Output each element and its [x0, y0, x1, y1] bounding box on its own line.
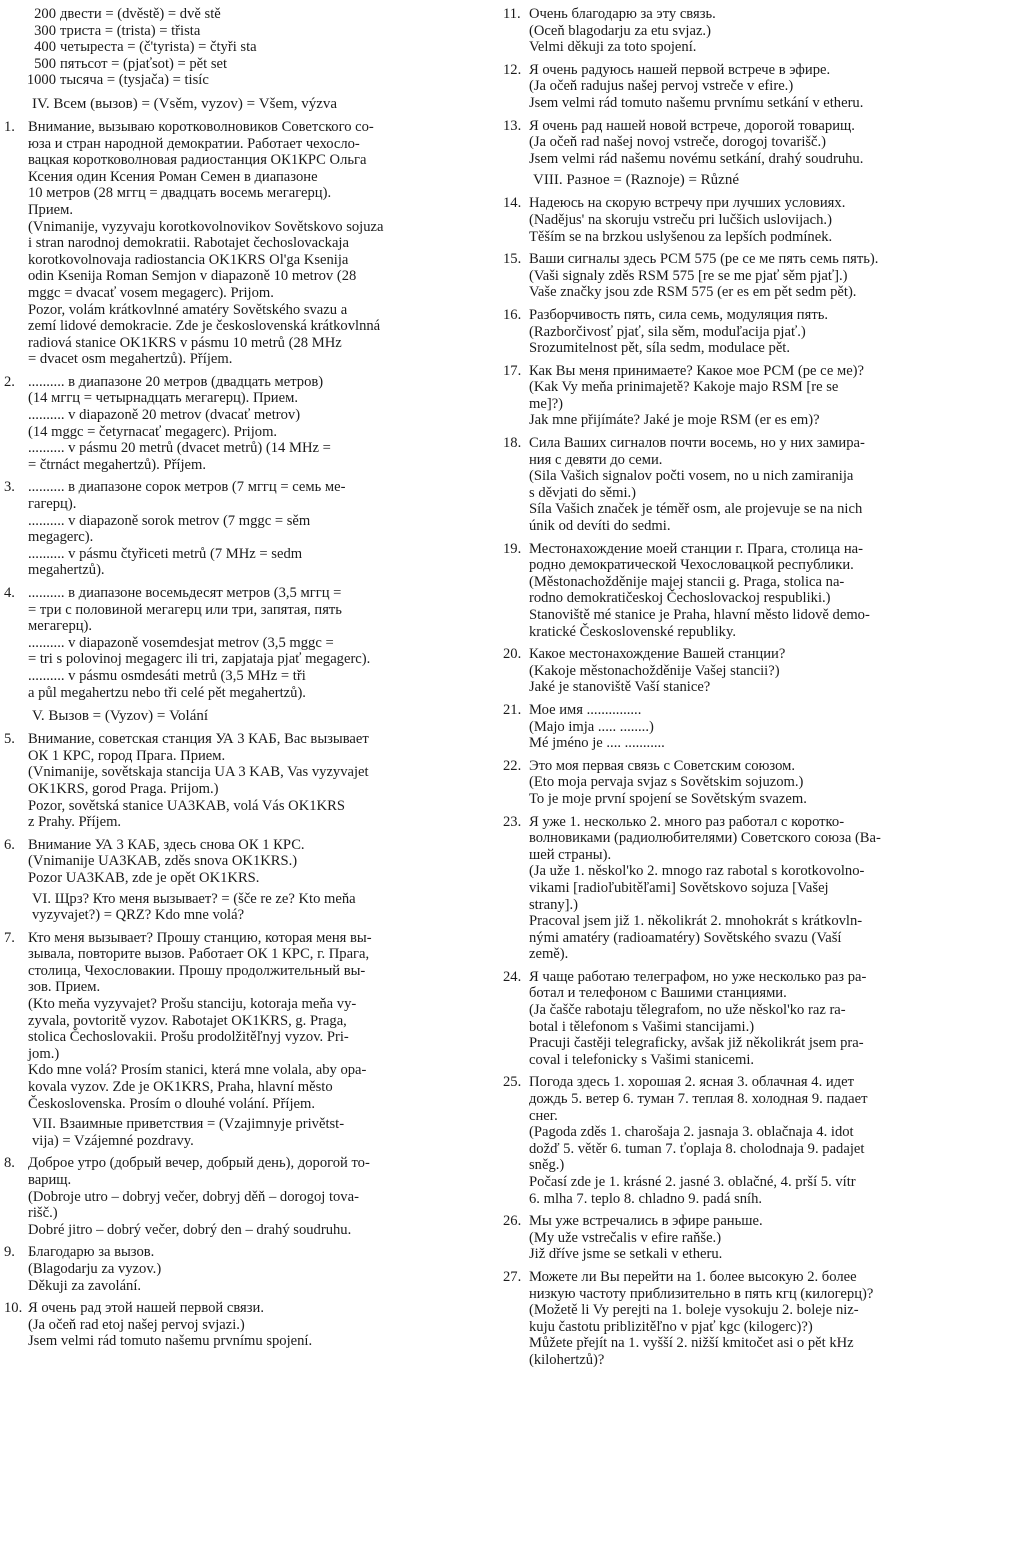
text-line: z Prahy. Příjem.	[28, 814, 122, 831]
text-line: Můžete přejít na 1. vyšší 2. nižší kmitočet asi o pět kHz	[529, 1335, 854, 1352]
text-line: (Ja očeň rad etoj našej pervoj svjazi.)	[28, 1316, 245, 1333]
text-line: Vaše značky jsou zde RSM 575 (er es em pět sedm pět).	[529, 284, 857, 301]
item-body	[529, 646, 1005, 696]
number-row	[4, 56, 492, 73]
item-number: 2.	[4, 373, 15, 390]
item-number: 7.	[4, 929, 15, 946]
item-number: 25.	[503, 1074, 522, 1091]
list-item	[503, 62, 1005, 112]
text-line: kuju častotu priblizitěľno v pjať kgc (kilogerc)?)	[529, 1318, 813, 1335]
text-line: Какое местонахождение Вашей станции?	[529, 646, 786, 663]
item-body	[529, 1213, 1005, 1263]
text-line: Я очень радуюсь нашей первой встрече в эфире.	[529, 61, 831, 78]
item-number: 8.	[4, 1155, 15, 1172]
text-line: низкую частоту приблизительно в пять кгц (килогерц)?	[529, 1285, 874, 1302]
number-row	[4, 39, 492, 56]
text-line: Очень благодарю за эту связь.	[529, 6, 716, 22]
item-number: 26.	[503, 1213, 522, 1230]
text-line: Pracuji častěji telegraficky, avšak již několikrát jsem pra-	[529, 1035, 864, 1052]
text-line: варищ.	[28, 1172, 72, 1188]
text-line: ния с девяти до семи.	[529, 451, 663, 468]
heading-line: vija) = Vzájemné pozdravy.	[32, 1132, 194, 1149]
text-line: .......... v diapazoně vosemdesjat metrov (3,5 mggc =	[28, 634, 334, 651]
number-value: 500	[34, 55, 56, 72]
list-item	[4, 479, 492, 579]
item-body	[529, 1269, 1005, 1369]
item-number: 6.	[4, 836, 15, 853]
section-heading	[4, 891, 492, 924]
text-line: Разборчивость пять, сила семь, модуляция пять.	[529, 306, 829, 323]
text-line: (Eto moja pervaja svjaz s Sovětskim sojuzom.)	[529, 774, 804, 791]
text-line: (Oceň blagodarju za etu svjaz.)	[529, 22, 711, 39]
text-line: zemí lidové demokracie. Zde je československá krátkovlnná	[28, 318, 381, 335]
text-line: волновиками (радиолюбителями) Советского союза (Ва-	[529, 830, 881, 847]
text-line: mggc = dvacať vosem megagerc). Prijom.	[28, 284, 274, 301]
text-line: юза и стран народной демократии. Работает чехосло-	[28, 135, 360, 152]
heading-line: VI. Щрз? Кто меня вызывает? = (šče re ze? Kto meňa	[32, 890, 356, 907]
text-line: radiová stanice OK1KRS v pásmu 10 metrů (28 MHz	[28, 334, 342, 351]
text-line: Сила Ваших сигналов почти восемь, но у них замира-	[529, 435, 865, 452]
text-line: Доброе утро (добрый вечер, добрый день), дорогой то-	[28, 1155, 370, 1172]
text-line: Погода здесь 1. хорошая 2. ясная 3. облачная 4. идет	[529, 1074, 854, 1091]
text-line: зов. Прием.	[28, 979, 101, 996]
item-number: 14.	[503, 195, 522, 212]
text-line: Внимание, вызываю коротковолновиков Советского со-	[28, 118, 374, 135]
text-line: zyvala, povtoritě vyzov. Rabotajet OK1KRS, g. Praga,	[28, 1012, 347, 1029]
list-item	[503, 646, 1005, 696]
text-line: = čtrnáct megahertzů). Příjem.	[28, 456, 207, 473]
text-line: Я уже 1. несколько 2. много раз работал с коротко-	[529, 813, 845, 830]
text-line: = три с половиной мегагерц или три, запятая, пять	[28, 601, 342, 618]
text-line: Síla Vašich značek je téměř osm, ale projevuje se na nich	[529, 501, 863, 518]
item-body	[28, 479, 492, 579]
item-body	[529, 307, 1005, 357]
text-line: (Majo imja ..... ........)	[529, 718, 654, 735]
list-item	[503, 195, 1005, 245]
list-item	[503, 1074, 1005, 1207]
text-line: (Možetě li Vy perejti na 1. boleje vysokuju 2. boleje niz-	[529, 1302, 859, 1319]
text-line: .......... v pásmu osmdesáti metrů (3,5 MHz = tři	[28, 667, 306, 684]
text-line: Mé jméno je .... ...........	[529, 735, 665, 752]
list-item	[503, 1213, 1005, 1263]
text-line: Československa. Prosím o dlouhé volání. Příjem.	[28, 1095, 315, 1112]
text-line: coval i telefonicky s Vašimi stanicemi.	[529, 1051, 755, 1068]
text-line: мегагерц).	[28, 618, 93, 635]
text-line: Pozor, sovětská stanice UA3KAB, volá Vás OK1KRS	[28, 797, 345, 814]
text-line: (Kakoje městonachožděnije Vašej stancii?)	[529, 662, 780, 679]
list-item	[503, 363, 1005, 429]
list-item	[4, 1244, 492, 1294]
text-line: (Blagodarju za vyzov.)	[28, 1260, 162, 1277]
item-number: 24.	[503, 968, 522, 985]
text-line: (Dobroje utro – dobryj večer, dobryj děň – dorogoj tova-	[28, 1188, 359, 1205]
number-row	[4, 23, 492, 40]
text-line: megahertzů).	[28, 562, 105, 579]
text-line: nými amatéry (radioamatéry) Sovětského svazu (Vaší	[529, 929, 842, 946]
item-number: 3.	[4, 479, 15, 496]
list-item	[4, 374, 492, 474]
text-line: Již dříve jsme se setkali v etheru.	[529, 1246, 723, 1263]
text-line: Надеюсь на скорую встречу при лучших условиях.	[529, 195, 846, 212]
text-line: .......... v pásmu 20 metrů (dvacet metrů) (14 MHz =	[28, 440, 331, 457]
item-body	[28, 930, 492, 1113]
list-item	[503, 6, 1005, 56]
item-number: 21.	[503, 701, 522, 718]
text-line: Благодарю за вызов.	[28, 1244, 155, 1261]
list-item	[503, 969, 1005, 1069]
text-line: вацкая коротковолновая радиостанция ОК1КРС Ольга	[28, 152, 367, 169]
text-line: Jsem velmi rád našemu novému setkání, drahý soudruhu.	[529, 150, 864, 167]
item-body	[529, 1074, 1005, 1207]
item-body	[28, 1155, 492, 1238]
text-line: столица, Чехословакии. Прошу продолжительный вы-	[28, 962, 366, 979]
item-body	[529, 251, 1005, 301]
text-line: kratické Československé republiky.	[529, 623, 736, 640]
left-column	[4, 6, 492, 1356]
text-line: Я очень рад нашей новой встрече, дорогой товарищ.	[529, 117, 855, 134]
number-text: двести = (dvěstě) = dvě stě	[60, 6, 221, 22]
list-item	[4, 837, 492, 887]
list-item	[503, 1269, 1005, 1369]
list-item	[4, 930, 492, 1113]
text-line: (kilohertzů)?	[529, 1351, 605, 1368]
list-item	[503, 541, 1005, 641]
number-text: триста = (trista) = třista	[60, 22, 201, 39]
text-line: .......... v pásmu čtyřiceti metrů (7 MHz = sedm	[28, 545, 303, 562]
item-number: 18.	[503, 435, 522, 452]
text-line: Местонахождение моей станции г. Прага, столица на-	[529, 540, 863, 557]
item-body	[28, 119, 492, 368]
text-line: ботал и телефоном с Вашими станциями.	[529, 985, 787, 1002]
text-line: (Razborčivosť pjať, sila sěm, moduľacija pjať.)	[529, 323, 806, 340]
item-body	[529, 363, 1005, 429]
text-line: Stanoviště mé stanice je Praha, hlavní město lidově demo-	[529, 607, 870, 623]
section-heading: V. Вызов = (Vyzov) = Volání	[32, 708, 209, 725]
item-number: 23.	[503, 813, 522, 830]
text-line: .......... v diapazoně sorok metrov (7 mggc = sěm	[28, 512, 311, 529]
text-line: Внимание УА 3 КАБ, здесь снова ОК 1 КРС.	[28, 836, 305, 853]
text-line: Jak mne přijímáte? Jaké je moje RSM (er es em)?	[529, 412, 820, 429]
list-item	[4, 119, 492, 368]
text-line: зывала, повторите вызов. Работает ОК 1 КРС, г. Прага,	[28, 946, 370, 963]
item-body	[28, 1244, 492, 1294]
item-number: 13.	[503, 117, 522, 134]
list-item	[503, 251, 1005, 301]
text-line: (Kto meňa vyzyvajet? Prošu stanciju, kotoraja meňa vy-	[28, 996, 357, 1013]
item-number: 9.	[4, 1244, 15, 1261]
item-body	[529, 702, 1005, 752]
list-item	[503, 814, 1005, 963]
text-line: 10 метров (28 мггц = двадцать восемь мегагерц).	[28, 185, 332, 202]
text-line: s děvjati do sěmi.)	[529, 484, 637, 501]
text-line: (My uže vstrečalis v efire raňše.)	[529, 1229, 722, 1246]
text-line: Мое имя ...............	[529, 701, 642, 718]
number-text: четыреста = (č'tyrista) = čtyři sta	[60, 39, 257, 56]
text-line: únik od devíti do sedmi.	[529, 518, 671, 535]
text-line: (14 mggc = četyrnacať megagerc). Prijom.	[28, 423, 278, 440]
list-item	[503, 118, 1005, 168]
text-line: ОК 1 КРС, город Прага. Прием.	[28, 747, 226, 764]
text-line: (Ja očeň radujus našej pervoj vstreče v efire.)	[529, 78, 794, 95]
item-number: 20.	[503, 646, 522, 663]
text-line: (Městonachožděnije majej stancii g. Praga, stolica na-	[529, 573, 845, 590]
text-line: Можете ли Вы перейти на 1. более высокую 2. более	[529, 1268, 857, 1285]
number-row	[4, 6, 492, 23]
item-body	[28, 837, 492, 887]
item-body	[28, 1300, 492, 1350]
text-line: .......... в диапазоне сорок метров (7 мггц = семь ме-	[28, 479, 346, 496]
item-body	[529, 758, 1005, 808]
text-line: me]?)	[529, 395, 564, 412]
list-item	[503, 435, 1005, 535]
text-line: země).	[529, 946, 569, 963]
text-line: Внимание, советская станция УА 3 КАБ, Вас вызывает	[28, 731, 369, 748]
text-line: дождь 5. ветер 6. туман 7. теплая 8. холодная 9. падает	[529, 1091, 868, 1108]
text-line: = tri s polovinoj megagerc ili tri, zapjataja pjať megagerc).	[28, 651, 371, 668]
item-number: 15.	[503, 251, 522, 268]
text-line: (Vnimanije UA3KAB, zděs snova OK1KRS.)	[28, 853, 298, 870]
text-line: Těším se na brzkou uslyšenou za lepších podmínek.	[529, 228, 833, 245]
list-item	[503, 702, 1005, 752]
list-item	[4, 1155, 492, 1238]
text-line: a půl megahertzu nebo tři celé pět megahertzů).	[28, 684, 306, 701]
list-item	[4, 1300, 492, 1350]
text-line: Кто меня вызывает? Прошу станцию, которая меня вы-	[28, 929, 372, 946]
text-line: Jsem velmi rád tomuto našemu prvnímu spojení.	[28, 1333, 313, 1350]
number-text: тысяча = (tysjača) = tisíc	[60, 72, 209, 89]
text-line: (Ja očeň rad našej novoj vstreče, dorogoj tovarišč.)	[529, 134, 827, 151]
item-body	[529, 195, 1005, 245]
text-line: (14 мггц = четырнадцать мегагерц). Прием.	[28, 390, 298, 407]
text-line: odin Ksenija Roman Semjon v diapazoně 10 metrov (28	[28, 268, 357, 285]
section-heading: IV. Всем (вызов) = (Vsěm, vyzov) = Všem, výzva	[32, 95, 338, 112]
item-body	[28, 585, 492, 701]
text-line: (Ja čašče rabotaju tělegrafom, no uže něskol'ko raz ra-	[529, 1002, 846, 1019]
item-number: 1.	[4, 118, 15, 135]
text-line: kovala vyzov. Zde je OK1KRS, Praha, hlavní město	[28, 1079, 333, 1096]
text-line: (Vnimanije, vyzyvaju korotkovolnovikov Sovětskovo sojuza	[28, 218, 384, 235]
heading-line: vyzyvajet?) = QRZ? Kdo mne volá?	[32, 907, 245, 924]
list-item	[503, 758, 1005, 808]
heading-line: VII. Взаимные приветствия = (Vzajimnyje privětst-	[32, 1116, 345, 1133]
list-item	[4, 731, 492, 831]
text-line: Мы уже встречались в эфире раньше.	[529, 1213, 763, 1230]
number-value: 1000	[26, 72, 56, 89]
text-line: Это моя первая связь с Советским союзом.	[529, 757, 795, 774]
text-line: Jsem velmi rád tomuto našemu prvnímu setkání v etheru.	[529, 94, 864, 111]
right-column	[503, 6, 1005, 1375]
text-line: Прием.	[28, 201, 74, 218]
item-body	[529, 6, 1005, 56]
text-line: Ваши сигналы здесь РСМ 575 (ре се ме пять семь пять).	[529, 251, 879, 268]
text-line: .......... в диапазоне восемьдесят метров (3,5 мггц =	[28, 585, 342, 601]
list-item	[503, 307, 1005, 357]
number-value: 400	[34, 39, 56, 56]
text-line: vikami [radioľubitěľami] Sovětskovo sojuza [Vašej	[529, 879, 829, 896]
text-line: OK1KRS, gorod Praga. Prijom.)	[28, 780, 219, 797]
text-line: stolica Čechoslovakii. Prošu prodolžitěľnyj vyzov. Pri-	[28, 1029, 349, 1046]
item-number: 10.	[4, 1300, 23, 1317]
text-line: (Ja uže 1. něskol'ko 2. mnogo raz rabotal s korotkovolno-	[529, 863, 865, 880]
number-value: 300	[34, 22, 56, 39]
text-line: (Vaši signaly zděs RSM 575 [re se me pjať sěm pjať].)	[529, 267, 848, 284]
text-line: Ксения один Ксения Роман Семен в диапазоне	[28, 168, 318, 185]
text-line: Dobré jitro – dobrý večer, dobrý den – drahý soudruhu.	[28, 1221, 352, 1238]
section-heading: VIII. Разное = (Raznoje) = Různé	[533, 172, 739, 189]
text-line: Я очень рад этой нашей первой связи.	[28, 1300, 264, 1317]
text-line: rodno demokratičeskoj Čechoslovackoj respubliki.)	[529, 590, 831, 607]
text-line: i stran narodnoj demokratii. Rabotajet čechoslovackaja	[28, 235, 349, 252]
text-line: Pozor UA3KAB, zde je opět OK1KRS.	[28, 869, 260, 886]
text-line: Я чаще работаю телеграфом, но уже несколько раз ра-	[529, 968, 867, 985]
item-number: 27.	[503, 1268, 522, 1285]
text-line: гагерц).	[28, 496, 77, 513]
text-line: rišč.)	[28, 1205, 58, 1222]
item-number: 16.	[503, 306, 522, 323]
text-line: jom.)	[28, 1045, 60, 1062]
item-body	[529, 118, 1005, 168]
section-heading	[4, 1116, 492, 1149]
text-line: Jaké je stanoviště Vaší stanice?	[529, 679, 711, 696]
text-line: Kdo mne volá? Prosím stanici, která mne volala, aby opa-	[28, 1062, 367, 1079]
text-line: .......... в диапазоне 20 метров (двадцать метров)	[28, 373, 324, 390]
text-line: 6. mlha 7. teplo 8. chladno 9. padá sníh.	[529, 1190, 763, 1207]
item-number: 5.	[4, 731, 15, 748]
text-line: strany].)	[529, 896, 579, 913]
text-line: (Pagoda zděs 1. charošaja 2. jasnaja 3. oblačnaja 4. idot	[529, 1124, 854, 1141]
item-body	[28, 731, 492, 831]
text-line: korotkovolnovaja radiostancia OK1KRS Ol'ga Ksenija	[28, 251, 349, 268]
text-line: Počasí zde je 1. krásné 2. jasné 3. oblačné, 4. prší 5. vítr	[529, 1174, 856, 1190]
text-line: To je moje první spojení se Sovětským svazem.	[529, 790, 807, 807]
text-line: Děkuji za zavolání.	[28, 1277, 142, 1294]
text-line: sněg.)	[529, 1157, 565, 1174]
item-body	[529, 541, 1005, 641]
text-line: (Vnimanije, sovětskaja stancija UA 3 KAB, Vas vyzyvajet	[28, 764, 369, 781]
text-line: = dvacet osm megahertzů). Příjem.	[28, 351, 233, 368]
item-body	[529, 969, 1005, 1069]
item-body	[529, 814, 1005, 963]
text-line: botal i tělefonom s Vašimi stancijami.)	[529, 1018, 755, 1035]
text-line: Как Вы меня принимаете? Какое мое РСМ (ре се ме)?	[529, 362, 865, 379]
text-line: (Nadějus' na skoruju vstreču pri lučšich uslovijach.)	[529, 211, 832, 228]
text-line: шей страны).	[529, 846, 612, 863]
item-number: 22.	[503, 757, 522, 774]
item-number: 19.	[503, 540, 522, 557]
text-line: Velmi děkuji za toto spojení.	[529, 39, 697, 56]
text-line: родно демократической Чехословацкой республики.	[529, 557, 854, 574]
item-number: 17.	[503, 362, 522, 379]
text-line: megagerc).	[28, 529, 94, 546]
item-body	[529, 62, 1005, 112]
number-value: 200	[34, 6, 56, 22]
item-number: 4.	[4, 585, 15, 601]
number-row	[4, 72, 492, 89]
text-line: Srozumitelnost pět, síla sedm, modulace pět.	[529, 340, 791, 357]
text-line: снег.	[529, 1107, 558, 1124]
item-number: 11.	[503, 6, 521, 22]
item-number: 12.	[503, 61, 522, 78]
text-line: Pracoval jsem již 1. několikrát 2. mnohokrát s krátkovln-	[529, 913, 863, 930]
text-line: .......... v diapazoně 20 metrov (dvacať metrov)	[28, 407, 301, 424]
item-body	[28, 374, 492, 474]
text-line: Pozor, volám krátkovlnné amatéry Sovětského svazu a	[28, 301, 348, 318]
text-line: (Kak Vy meňa prinimajetě? Kakoje majo RSM [re se	[529, 379, 839, 396]
number-text: пятьсот = (pjaťsot) = pět set	[60, 55, 228, 72]
list-item	[4, 585, 492, 701]
text-line: dožď 5. větěr 6. tuman 7. ťoplaja 8. cholodnaja 9. padajet	[529, 1140, 865, 1157]
text-line: (Sila Vašich signalov počti vosem, no u nich zamiranija	[529, 468, 854, 485]
item-body	[529, 435, 1005, 535]
